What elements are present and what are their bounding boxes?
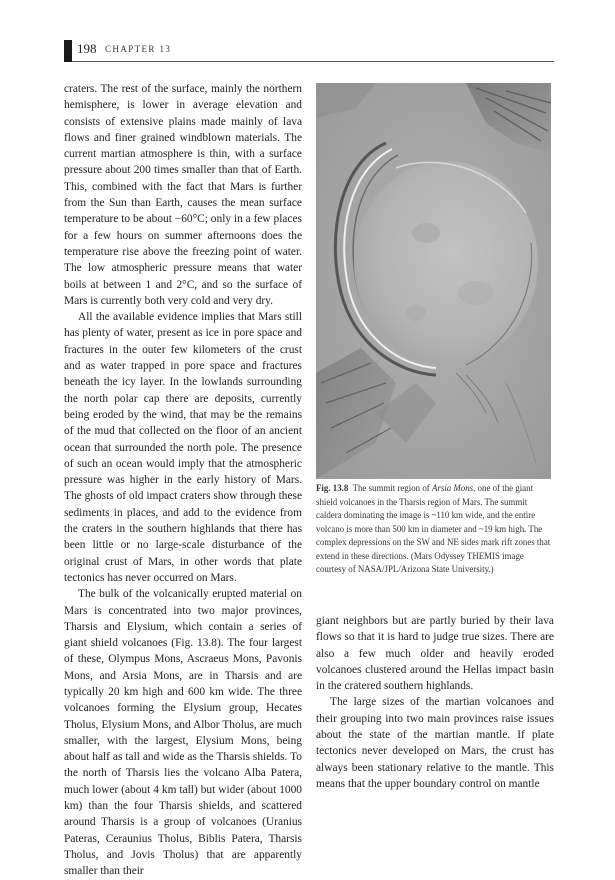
running-header — [64, 40, 554, 62]
header-rule — [72, 61, 554, 62]
paragraph-4: giant neighbors but are partly buried by their lava flows so that it is hard to judge true sizes. There are also a few much older and heavily eroded volcanoes clustered around the Hellas impact basin in the cratered southern highlands. — [316, 615, 554, 693]
paragraph-2: All the available evidence implies that Mars still has plenty of water, present as ice in pore space and fractures in the outer few kilometers of the crust and as water trapped in pore space and fractures beneath the icy layer. In the lowlands surrounding the north polar cap there are deposits, currently being eroded by the wind, that may be the remains of the mud that collected on the floor of an ancient ocean that surrounded the north pole. The presence of such an ocean would imply that the atmospheric pressure was higher in the early history of Mars. The ghosts of old impact craters show through these sediments in places, and add to the evidence from the craters in the southern highlands that there has been little or no large-scale disturbance of the original crust of Mars, in other words that plate tectonics has never occurred on Mars. — [64, 311, 302, 584]
paragraph-3: The bulk of the volcanically erupted material on Mars is concentrated into two major provinces, Tharsis and Elysium, which contain a series of giant shield volcanoes (Fig. 13.8). The four largest of these, Olympus Mons, Ascraeus Mons, Pavonis Mons, and Arsia Mons, are in Tharsis and are typically 20 km high and 600 km wide. The three volcanoes forming the Elysium group, Hecates Tholus, Elysium Mons, and Albor Tholus, are much smaller, with the largest, Elysium Mons, being about half as tall and wide as the Tharsis shields. To the north of Tharsis lies the volcano Alba Patera, much lower (about 4 km tall) but wider (about 1000 km) than the four Tharsis shields, and scattered around Tharsis is a group of volcanoes (Uranius Pateras, Ceraunius Tholus, Biblis Patera, Tharsis Tholus, and Jovis Tholus) that are apparently smaller than their — [64, 588, 302, 878]
right-column — [316, 613, 554, 792]
figure-label: Fig. 13.8 — [316, 483, 349, 493]
caption-text-end: , one of the giant shield volcanoes in the Tharsis region of Mars. The summit caldera dominating the image is ~110 km wide, and the entire volcano is more than 500 km in diameter and ~19 km high. The complex depressions on the SW and NE sides mark rift zones that extend in these directions. (Mars Odyssey THEMIS image courtesy of NASA/JPL/Arizona State University.) — [316, 483, 551, 574]
caption-text-start: The summit region of — [352, 483, 432, 493]
left-column — [64, 81, 302, 880]
paragraph-1: craters. The rest of the surface, mainly the northern hemisphere, is lower in average elevation and consists of extensive plains made mainly of lava flows and finer grained windblown materials. The current martian atmosphere is thin, with a surface pressure about 200 times smaller than that of Earth. This, combined with the fact that Mars is further from the Sun than Earth, causes the mean surface temperature to be about −60°C; only in a few places for a few hours on summer afternoons does the temperature rise above the freezing point of water. The low atmospheric pressure means that water boils at between 1 and 2°C, and so the surface of Mars is currently both very cold and very dry. — [64, 83, 302, 307]
arsia-mons-image — [316, 83, 551, 479]
paragraph-5: The large sizes of the martian volcanoes and their grouping into two main provinces raise issues about the state of the martian mantle. If plate tectonics never developed on Mars, the crust has always been stationary relative to the mantle. This means that the upper boundary control on mantle — [316, 696, 554, 790]
figure-caption — [316, 482, 552, 577]
page-number: 198 — [77, 41, 97, 56]
chapter-label: CHAPTER 13 — [105, 44, 172, 54]
mars-terrain-image — [316, 83, 551, 479]
caption-italic-name: Arsia Mons — [431, 483, 474, 493]
header-marker — [64, 40, 72, 62]
